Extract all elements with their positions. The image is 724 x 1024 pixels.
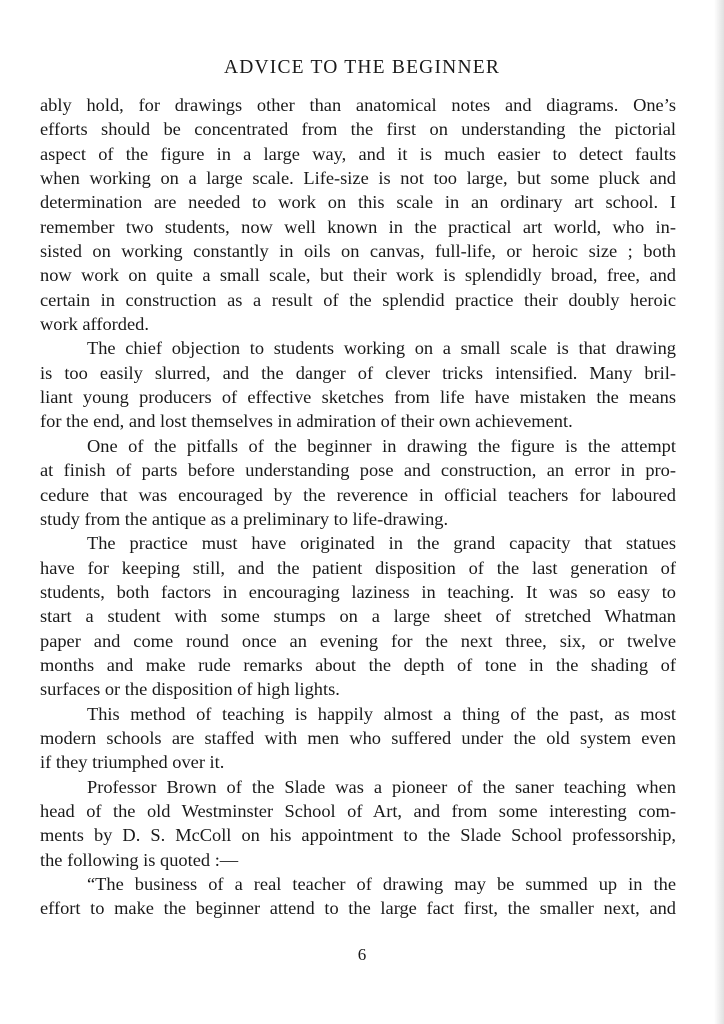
- text-line: The chief objection to students working on a small scale is that drawing: [87, 338, 676, 359]
- text-line: effort to make the beginner attend to the large fact first, the smaller next, and: [40, 898, 676, 919]
- text-line: students, both factors in encouraging laziness in teaching. It was so easy to: [40, 581, 676, 602]
- text-line: paper and come round once an evening for the next three, six, or twelve: [40, 630, 676, 651]
- text-line: This method of teaching is happily almost a thing of the past, as most: [87, 703, 676, 724]
- text-line: study from the antique as a preliminary to life-drawing.: [40, 508, 449, 529]
- text-line: surfaces or the disposition of high lights.: [40, 679, 340, 700]
- text-line: the following is quoted :—: [40, 849, 239, 870]
- page-edge-shadow: [714, 0, 724, 1024]
- text-line: cedure that was encouraged by the reverence in official teachers for laboured: [40, 484, 676, 505]
- text-line: at finish of parts before understanding pose and construction, an error in pro-: [40, 460, 676, 481]
- text-line: for the end, and lost themselves in admiration of their own achievement.: [40, 411, 573, 432]
- text-line: modern schools are staffed with men who suffered under the old system even: [40, 727, 676, 748]
- text-line: have for keeping still, and the patient disposition of the last generation of: [40, 557, 676, 578]
- text-line: work afforded.: [40, 314, 149, 335]
- text-line: when working on a large scale. Life-size is not too large, but some pluck and: [40, 168, 676, 189]
- running-head: ADVICE TO THE BEGINNER: [223, 57, 501, 78]
- text-line: if they triumphed over it.: [40, 752, 225, 773]
- text-line: sisted on working constantly in oils on canvas, full-life, or heroic size ; both: [40, 241, 676, 262]
- text-line: The practice must have originated in the grand capacity that statues: [87, 533, 676, 554]
- text-line: remember two students, now well known in the practical art world, who in-: [40, 216, 676, 237]
- text-line: efforts should be concentrated from the first on understanding the pictorial: [40, 119, 676, 140]
- text-line: ments by D. S. McColl on his appointment to the Slade School professorship,: [40, 825, 676, 846]
- text-line: liant young producers of effective sketches from life have mistaken the means: [40, 387, 676, 408]
- text-line: certain in construction as a result of the splendid practice their doubly heroic: [40, 289, 676, 310]
- text-line: is too easily slurred, and the danger of clever tricks intensified. Many bril-: [40, 362, 676, 383]
- text-line: determination are needed to work on this scale in an ordinary art school. I: [40, 192, 676, 213]
- text-line: “The business of a real teacher of drawing may be summed up in the: [87, 874, 676, 894]
- text-line: ably hold, for drawings other than anatomical notes and diagrams. One’s: [40, 95, 676, 115]
- text-line: months and make rude remarks about the depth of tone in the shading of: [40, 654, 676, 675]
- text-line: head of the old Westminster School of Art, and from some interesting com-: [40, 800, 676, 821]
- body-text: [40, 93, 676, 921]
- page-number: 6: [357, 945, 367, 964]
- text-line: start a student with some stumps on a large sheet of stretched Whatman: [40, 606, 676, 627]
- text-line: now work on quite a small scale, but their work is splendidly broad, free, and: [40, 265, 676, 286]
- text-line: Professor Brown of the Slade was a pioneer of the saner teaching when: [87, 776, 676, 797]
- text-line: aspect of the figure in a large way, and it is much easier to detect faults: [40, 143, 676, 164]
- text-line: One of the pitfalls of the beginner in drawing the figure is the attempt: [87, 435, 676, 456]
